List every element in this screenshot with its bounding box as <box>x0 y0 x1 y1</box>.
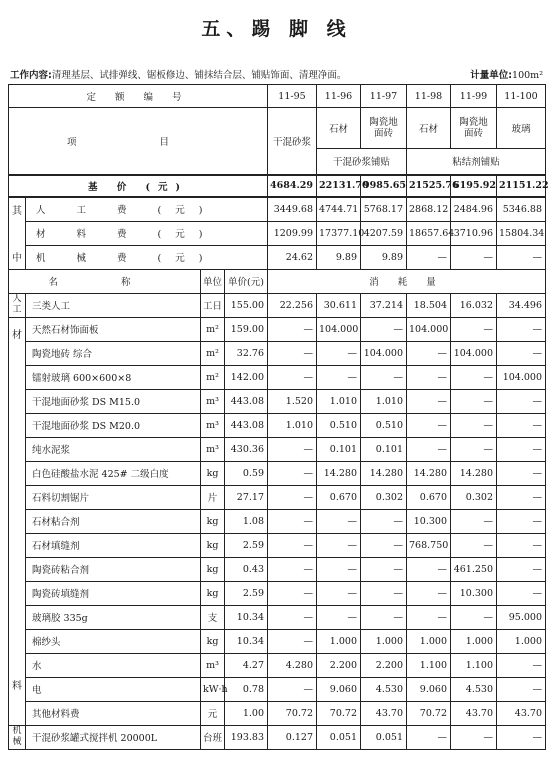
value-cell: 5346.88 <box>497 197 546 222</box>
value-cell: — <box>361 581 407 605</box>
materials-row <box>9 653 546 677</box>
consumption-header: 消 耗 量 <box>268 269 546 293</box>
value-cell: — <box>451 365 497 389</box>
value-cell: — <box>451 245 497 269</box>
value-cell: — <box>451 605 497 629</box>
value-cell: 24.62 <box>268 245 317 269</box>
base-price-cell: 4684.29 <box>268 175 317 197</box>
materials-row <box>9 701 546 725</box>
value-cell: — <box>268 509 317 533</box>
item-col-97: 陶瓷地面砖 <box>361 108 407 149</box>
base-price-row <box>9 175 546 197</box>
value-cell: 3449.68 <box>268 197 317 222</box>
value-cell: 9.89 <box>361 245 407 269</box>
unit-label: 计量单位: <box>470 70 513 81</box>
value-cell: 104.000 <box>407 317 451 341</box>
machinery-side-label: 机械 <box>9 725 26 749</box>
value-cell: — <box>497 677 546 701</box>
value-cell: 104.000 <box>361 341 407 365</box>
resource-price: 0.59 <box>225 461 268 485</box>
value-cell: — <box>361 509 407 533</box>
breakdown-name: 材 料 费 (元) <box>26 221 268 245</box>
base-price-cell: 9985.65 <box>361 175 407 197</box>
value-cell: 43.70 <box>497 701 546 725</box>
resource-unit: 支 <box>201 605 225 629</box>
value-cell: 4744.71 <box>317 197 361 222</box>
materials-side-blank <box>9 509 26 533</box>
value-cell: 1.100 <box>407 653 451 677</box>
breakdown-name: 机 械 费 (元) <box>26 245 268 269</box>
value-cell: 1.000 <box>451 629 497 653</box>
resource-name: 陶瓷砖粘合剂 <box>26 557 201 581</box>
resource-unit: kg <box>201 461 225 485</box>
breakdown-side-blank <box>9 221 26 245</box>
value-cell: 5768.17 <box>361 197 407 222</box>
value-cell: — <box>268 437 317 461</box>
materials-side-blank <box>9 437 26 461</box>
value-cell: — <box>497 725 546 749</box>
value-cell: — <box>317 533 361 557</box>
breakdown-side-label-top: 其 <box>9 197 26 222</box>
materials-side-blank <box>9 629 26 653</box>
materials-side-blank <box>9 413 26 437</box>
value-cell: 2484.96 <box>451 197 497 222</box>
value-cell: — <box>497 509 546 533</box>
materials-row <box>9 557 546 581</box>
value-cell: 17377.10 <box>317 221 361 245</box>
value-cell: 9.060 <box>407 677 451 701</box>
consumption-unit-header: 单位 <box>201 269 225 293</box>
resource-unit: m² <box>201 341 225 365</box>
materials-row <box>9 533 546 557</box>
value-cell: — <box>497 413 546 437</box>
item-col-100: 玻璃 <box>497 108 546 149</box>
quota-code-row <box>9 85 546 108</box>
materials-row <box>9 629 546 653</box>
materials-side-blank <box>9 701 26 725</box>
resource-name: 石材粘合剂 <box>26 509 201 533</box>
value-cell: — <box>268 485 317 509</box>
value-cell: — <box>268 605 317 629</box>
resource-price: 0.43 <box>225 557 268 581</box>
value-cell: 3710.96 <box>451 221 497 245</box>
value-cell: — <box>451 509 497 533</box>
value-cell: — <box>317 557 361 581</box>
value-cell: — <box>268 365 317 389</box>
resource-unit: m² <box>201 365 225 389</box>
resource-price: 10.34 <box>225 629 268 653</box>
value-cell: — <box>268 341 317 365</box>
materials-side-blank <box>9 389 26 413</box>
resource-price: 430.36 <box>225 437 268 461</box>
value-cell: — <box>361 605 407 629</box>
resource-unit: m³ <box>201 653 225 677</box>
resource-price: 193.83 <box>225 725 268 749</box>
value-cell: 9.060 <box>317 677 361 701</box>
value-cell: — <box>407 725 451 749</box>
resource-unit: m³ <box>201 389 225 413</box>
value-cell: — <box>268 317 317 341</box>
value-cell: 4.280 <box>268 653 317 677</box>
materials-row <box>9 317 546 341</box>
resource-price: 155.00 <box>225 293 268 317</box>
value-cell: — <box>497 389 546 413</box>
code-cell: 11-100 <box>497 85 546 108</box>
value-cell: — <box>407 605 451 629</box>
value-cell: 104.000 <box>497 365 546 389</box>
resource-name: 干混地面砂浆 DS M20.0 <box>26 413 201 437</box>
resource-price: 159.00 <box>225 317 268 341</box>
resource-name: 干混地面砂浆 DS M15.0 <box>26 389 201 413</box>
value-cell: 0.302 <box>361 485 407 509</box>
resource-price: 2.59 <box>225 533 268 557</box>
materials-side-blank <box>9 653 26 677</box>
value-cell: — <box>497 557 546 581</box>
value-cell: 10.300 <box>407 509 451 533</box>
resource-unit: 片 <box>201 485 225 509</box>
work-content-text: 清理基层、试排弹线、锯板修边、铺抹结合层、铺贴饰面、清理净面。 <box>51 70 347 81</box>
value-cell: 1.000 <box>317 629 361 653</box>
materials-row <box>9 365 546 389</box>
materials-side-blank <box>9 485 26 509</box>
value-cell: 0.510 <box>361 413 407 437</box>
resource-name: 石料切割锯片 <box>26 485 201 509</box>
value-cell: — <box>317 581 361 605</box>
value-cell: 0.101 <box>361 437 407 461</box>
value-cell: 70.72 <box>317 701 361 725</box>
value-cell: 1.010 <box>361 389 407 413</box>
materials-row <box>9 677 546 701</box>
materials-side-blank <box>9 533 26 557</box>
value-cell: 34.496 <box>497 293 546 317</box>
value-cell: — <box>497 533 546 557</box>
value-cell: 0.302 <box>451 485 497 509</box>
value-cell: 0.670 <box>407 485 451 509</box>
value-cell: 10.300 <box>451 581 497 605</box>
resource-unit: kg <box>201 533 225 557</box>
value-cell: 22.256 <box>268 293 317 317</box>
value-cell: 15804.34 <box>497 221 546 245</box>
base-price-cell: 21525.76 <box>407 175 451 197</box>
materials-row <box>9 437 546 461</box>
materials-row <box>9 461 546 485</box>
materials-row <box>9 509 546 533</box>
resource-price: 32.76 <box>225 341 268 365</box>
value-cell: — <box>497 341 546 365</box>
value-cell: 4.530 <box>361 677 407 701</box>
value-cell: 18657.64 <box>407 221 451 245</box>
cost-breakdown-row <box>9 245 546 269</box>
breakdown-side-label-bottom: 中 <box>9 245 26 269</box>
code-cell: 11-95 <box>268 85 317 108</box>
value-cell: 1.000 <box>407 629 451 653</box>
measurement-unit <box>470 67 543 81</box>
value-cell: — <box>317 509 361 533</box>
value-cell: — <box>268 461 317 485</box>
code-cell: 11-98 <box>407 85 451 108</box>
value-cell: 1.100 <box>451 653 497 677</box>
consumption-name-header: 名 称 <box>9 269 201 293</box>
value-cell: — <box>451 317 497 341</box>
value-cell: 2.200 <box>361 653 407 677</box>
value-cell: 0.051 <box>317 725 361 749</box>
code-cell: 11-99 <box>451 85 497 108</box>
value-cell: 16.032 <box>451 293 497 317</box>
quota-table <box>8 84 549 750</box>
resource-name: 玻璃胶 335g <box>26 605 201 629</box>
value-cell: 1.000 <box>361 629 407 653</box>
value-cell: 0.670 <box>317 485 361 509</box>
value-cell: 18.504 <box>407 293 451 317</box>
value-cell: 768.750 <box>407 533 451 557</box>
item-row <box>9 108 546 149</box>
value-cell: 95.000 <box>497 605 546 629</box>
value-cell: 0.101 <box>317 437 361 461</box>
consumption-header-row <box>9 269 546 293</box>
value-cell: — <box>361 365 407 389</box>
value-cell: — <box>451 725 497 749</box>
resource-unit: 台班 <box>201 725 225 749</box>
value-cell: — <box>497 437 546 461</box>
work-content <box>10 67 346 81</box>
resource-unit: kg <box>201 509 225 533</box>
materials-row <box>9 581 546 605</box>
value-cell: 0.510 <box>317 413 361 437</box>
value-cell: — <box>361 557 407 581</box>
resource-name: 棉纱头 <box>26 629 201 653</box>
resource-name: 石材填缝剂 <box>26 533 201 557</box>
value-cell: 14.280 <box>361 461 407 485</box>
resource-name: 天然石材饰面板 <box>26 317 201 341</box>
value-cell: — <box>407 245 451 269</box>
materials-row <box>9 485 546 509</box>
resource-price: 443.08 <box>225 389 268 413</box>
value-cell: 4.530 <box>451 677 497 701</box>
materials-side-blank <box>9 461 26 485</box>
code-cell: 11-96 <box>317 85 361 108</box>
resource-unit: kg <box>201 581 225 605</box>
code-cell: 11-97 <box>361 85 407 108</box>
value-cell: — <box>317 341 361 365</box>
value-cell: 37.214 <box>361 293 407 317</box>
value-cell: 461.250 <box>451 557 497 581</box>
value-cell: 14.280 <box>451 461 497 485</box>
value-cell: — <box>268 533 317 557</box>
value-cell: — <box>361 317 407 341</box>
resource-name: 陶瓷地砖 综合 <box>26 341 201 365</box>
resource-unit: m³ <box>201 413 225 437</box>
value-cell: — <box>451 437 497 461</box>
materials-side-blank <box>9 557 26 581</box>
resource-name: 镭射玻璃 600×600×8 <box>26 365 201 389</box>
value-cell: — <box>317 605 361 629</box>
resource-price: 0.78 <box>225 677 268 701</box>
resource-price: 4.27 <box>225 653 268 677</box>
resource-unit: m² <box>201 317 225 341</box>
item-col-96: 石材 <box>317 108 361 149</box>
value-cell: — <box>497 653 546 677</box>
value-cell: — <box>497 485 546 509</box>
resource-name: 纯水泥浆 <box>26 437 201 461</box>
machinery-row <box>9 725 546 749</box>
materials-side-blank <box>9 605 26 629</box>
group-dry-mortar: 干混砂浆铺贴 <box>317 149 407 175</box>
value-cell: 43.70 <box>451 701 497 725</box>
value-cell: — <box>497 317 546 341</box>
resource-price: 142.00 <box>225 365 268 389</box>
resource-name: 其他材料费 <box>26 701 201 725</box>
value-cell: — <box>497 245 546 269</box>
value-cell: 1.520 <box>268 389 317 413</box>
breakdown-name: 人 工 费 (元) <box>26 197 268 222</box>
resource-price: 443.08 <box>225 413 268 437</box>
value-cell: 9.89 <box>317 245 361 269</box>
cost-breakdown-row <box>9 197 546 222</box>
value-cell: 70.72 <box>407 701 451 725</box>
materials-side-blank <box>9 365 26 389</box>
resource-price: 10.34 <box>225 605 268 629</box>
labor-row <box>9 293 546 317</box>
materials-side-blank <box>9 341 26 365</box>
item-label: 项 目 <box>9 108 268 175</box>
value-cell: — <box>407 557 451 581</box>
value-cell: 70.72 <box>268 701 317 725</box>
value-cell: — <box>451 389 497 413</box>
value-cell: — <box>268 557 317 581</box>
work-content-label: 工作内容: <box>10 70 52 81</box>
value-cell: 1209.99 <box>268 221 317 245</box>
base-price-label: 基 价 (元) <box>9 175 268 197</box>
resource-name: 水 <box>26 653 201 677</box>
materials-row <box>9 605 546 629</box>
resource-price: 27.17 <box>225 485 268 509</box>
resource-name: 白色硅酸盐水泥 425# 二级白度 <box>26 461 201 485</box>
value-cell: — <box>268 581 317 605</box>
resource-unit: kW·h <box>201 677 225 701</box>
value-cell: 104.000 <box>317 317 361 341</box>
cost-breakdown-row <box>9 221 546 245</box>
base-price-cell: 21151.22 <box>497 175 546 197</box>
value-cell: — <box>497 581 546 605</box>
value-cell: 1.010 <box>268 413 317 437</box>
item-col-95: 干混砂浆 <box>268 108 317 175</box>
group-adhesive: 粘结剂铺贴 <box>407 149 546 175</box>
value-cell: 0.127 <box>268 725 317 749</box>
item-col-98: 石材 <box>407 108 451 149</box>
value-cell: — <box>317 365 361 389</box>
materials-side-blank <box>9 581 26 605</box>
value-cell: 1.000 <box>497 629 546 653</box>
value-cell: 1.010 <box>317 389 361 413</box>
value-cell: 2868.12 <box>407 197 451 222</box>
page-title: 五、踢 脚 线 <box>201 18 352 40</box>
item-col-99: 陶瓷地面砖 <box>451 108 497 149</box>
resource-unit: kg <box>201 557 225 581</box>
value-cell: — <box>497 461 546 485</box>
labor-side-label: 人工 <box>9 293 26 317</box>
value-cell: 4207.59 <box>361 221 407 245</box>
resource-price: 2.59 <box>225 581 268 605</box>
value-cell: 14.280 <box>317 461 361 485</box>
materials-row <box>9 341 546 365</box>
resource-name: 电 <box>26 677 201 701</box>
materials-side-label-top: 材 <box>9 317 26 341</box>
value-cell: — <box>268 629 317 653</box>
value-cell: — <box>407 341 451 365</box>
resource-unit: kg <box>201 629 225 653</box>
unit-value: 100m² <box>512 70 543 81</box>
materials-row <box>9 413 546 437</box>
resource-price: 1.08 <box>225 509 268 533</box>
value-cell: — <box>451 413 497 437</box>
base-price-cell: 6195.92 <box>451 175 497 197</box>
resource-unit: 元 <box>201 701 225 725</box>
value-cell: — <box>451 533 497 557</box>
materials-side-label-bottom: 料 <box>9 677 26 701</box>
value-cell: 43.70 <box>361 701 407 725</box>
value-cell: — <box>361 533 407 557</box>
value-cell: — <box>407 365 451 389</box>
value-cell: 2.200 <box>317 653 361 677</box>
resource-name: 三类人工 <box>26 293 201 317</box>
resource-name: 干混砂浆罐式搅拌机 20000L <box>26 725 201 749</box>
resource-unit: m³ <box>201 437 225 461</box>
resource-price: 1.00 <box>225 701 268 725</box>
materials-row <box>9 389 546 413</box>
value-cell: 30.611 <box>317 293 361 317</box>
resource-unit: 工日 <box>201 293 225 317</box>
resource-name: 陶瓷砖填缝剂 <box>26 581 201 605</box>
value-cell: 0.051 <box>361 725 407 749</box>
base-price-cell: 22131.70 <box>317 175 361 197</box>
value-cell: — <box>407 413 451 437</box>
value-cell: — <box>407 437 451 461</box>
value-cell: — <box>268 677 317 701</box>
value-cell: — <box>407 581 451 605</box>
quota-no-label: 定 额 编 号 <box>9 85 268 108</box>
value-cell: 104.000 <box>451 341 497 365</box>
consumption-price-header: 单价(元) <box>225 269 268 293</box>
value-cell: 14.280 <box>407 461 451 485</box>
value-cell: — <box>407 389 451 413</box>
